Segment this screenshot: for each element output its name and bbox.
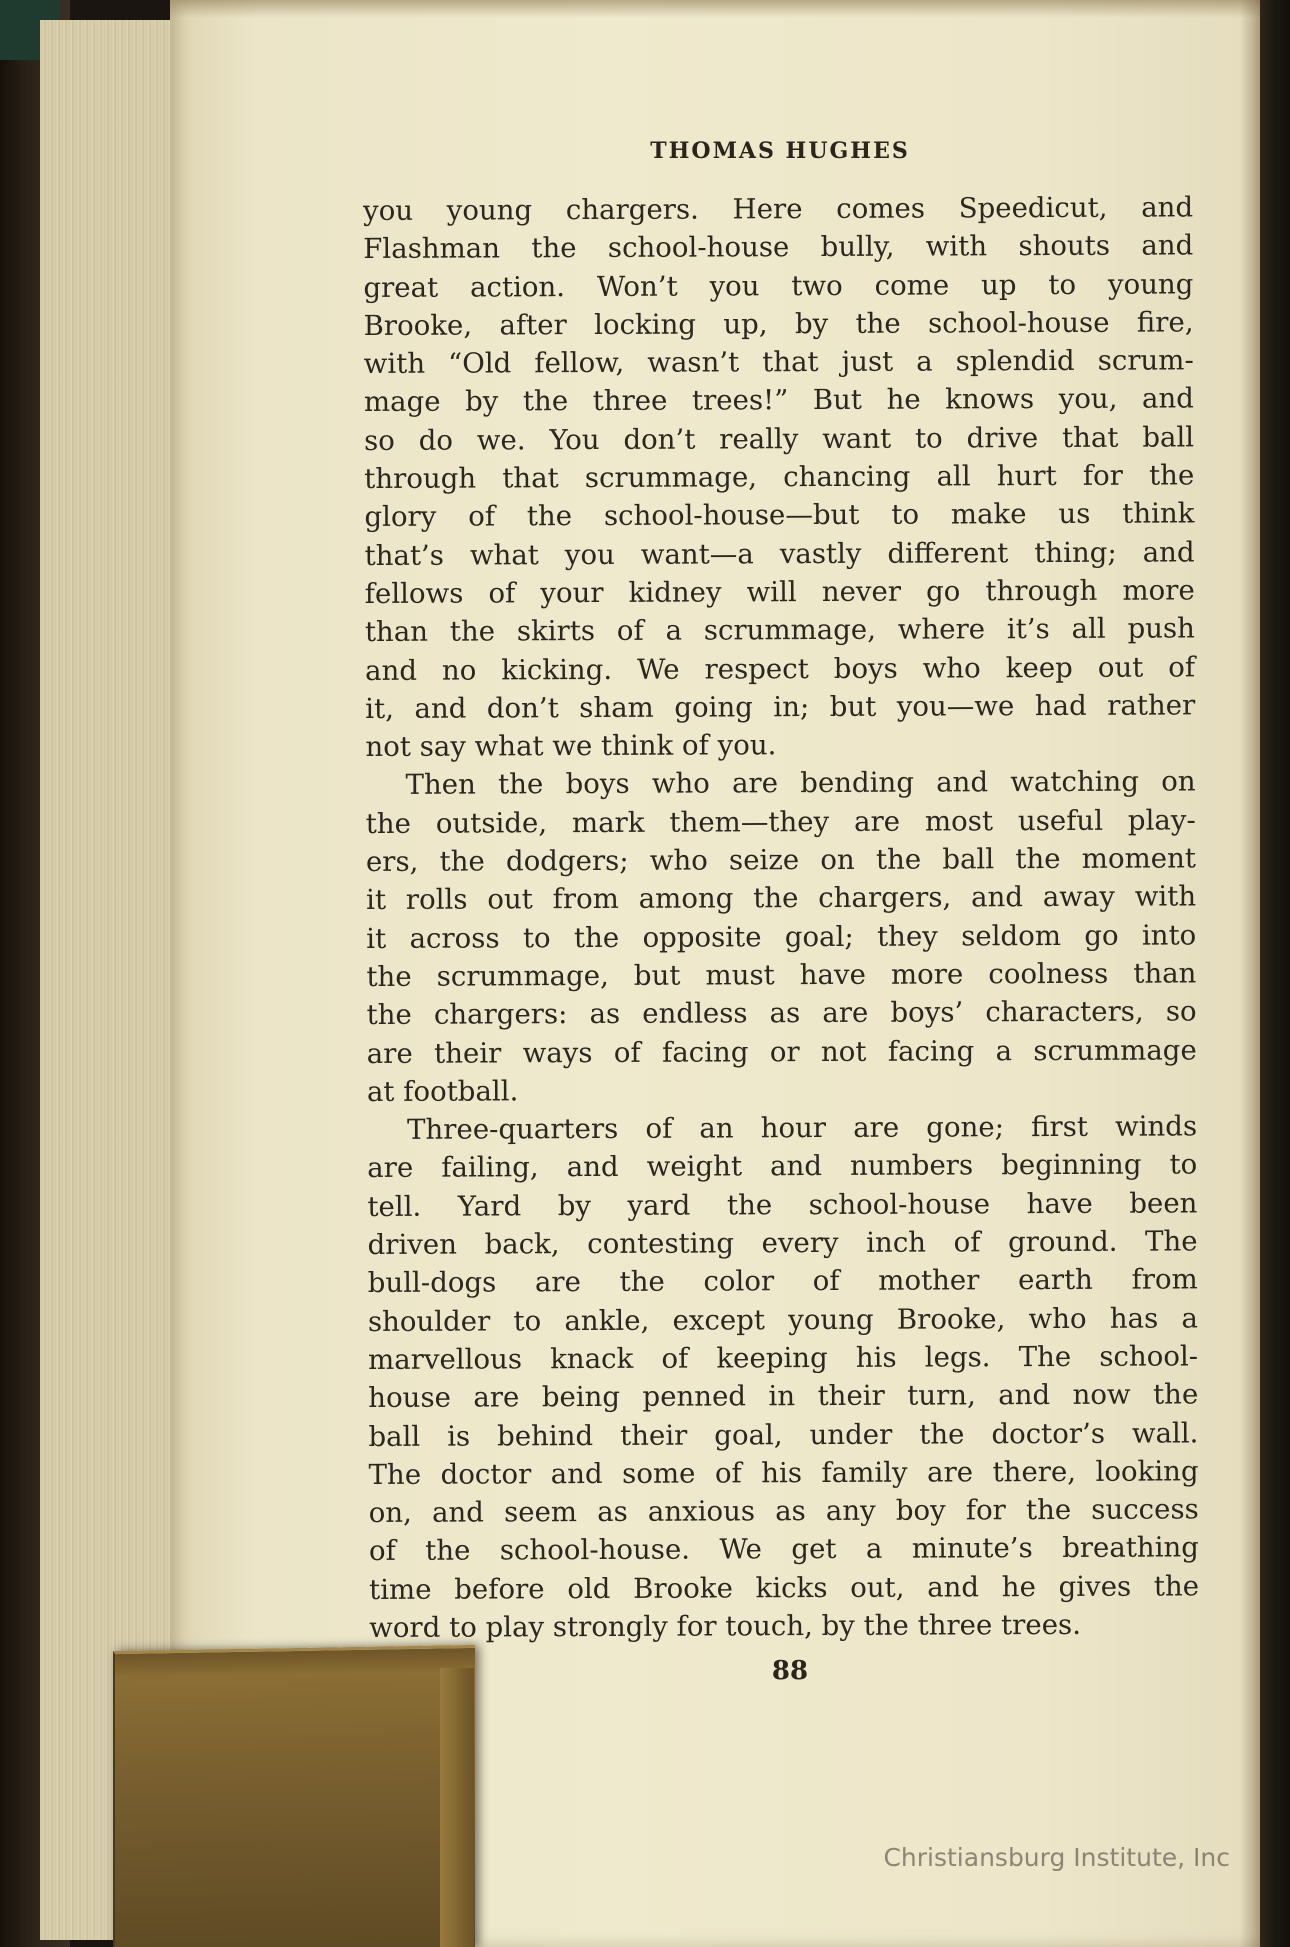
text-line: it across to the opposite goal; they seldom go into <box>366 918 1197 955</box>
text-line: are failing, and weight and numbers beginning to <box>367 1147 1198 1185</box>
text-line: The doctor and some of his family are there, looking <box>368 1454 1199 1491</box>
text-line: of the school-house. We get a minute’s breathing <box>368 1530 1199 1568</box>
paragraph <box>363 188 1195 766</box>
book-stand-block <box>113 1645 475 1947</box>
text-line: not say what we think of you. <box>365 728 777 764</box>
text-line: the outside, mark them—they are most useful play- <box>365 803 1196 840</box>
page-top-shadow <box>170 0 1260 18</box>
text-line: mage by the three trees!” But he knows you, and <box>363 381 1194 419</box>
text-line: the chargers: as endless as are boys’ characters, so <box>366 994 1197 1032</box>
page-gutter-shadow <box>1240 0 1260 1947</box>
text-line: on, and seem as anxious as any boy for the success <box>368 1492 1199 1530</box>
text-line: tell. Yard by yard the school-house have been <box>367 1186 1198 1223</box>
text-line: glory of the school-house—but to make us think <box>364 496 1195 534</box>
text-line: house are being penned in their turn, and now the <box>368 1377 1199 1415</box>
text-line: that’s what you want—a vastly different thing; and <box>364 535 1195 572</box>
text-line: marvellous knack of keeping his legs. The school- <box>368 1339 1199 1376</box>
running-head: THOMAS HUGHES <box>650 138 910 164</box>
book-stand-side <box>440 1668 474 1947</box>
text-line: bull-dogs are the color of mother earth from <box>367 1262 1198 1300</box>
body-text <box>363 188 1199 1647</box>
text-line: time before old Brooke kicks out, and he gives the <box>369 1569 1200 1606</box>
text-line: driven back, contesting every inch of ground. The <box>367 1224 1198 1262</box>
text-line: ball is behind their goal, under the doctor’s wall. <box>368 1415 1199 1453</box>
text-line: great action. Won’t you two come up to young <box>363 266 1194 304</box>
text-line: it rolls out from among the chargers, and away with <box>366 879 1197 917</box>
text-line: are their ways of facing or not facing a scrummage <box>366 1032 1197 1070</box>
paragraph <box>367 1107 1199 1647</box>
text-line: Then the boys who are bending and watching on <box>405 764 1196 802</box>
paragraph <box>366 763 1197 1111</box>
text-line: it, and don’t sham going in; but you—we had rather <box>365 688 1196 725</box>
text-line: than the skirts of a scrummage, where it’s all push <box>364 611 1195 649</box>
text-line: with “Old fellow, wasn’t that just a splendid scrum- <box>363 343 1194 381</box>
page-number: 88 <box>771 1656 809 1686</box>
text-line: through that scrummage, chancing all hurt for the <box>364 458 1195 496</box>
text-line: the scrummage, but must have more coolness than <box>366 956 1197 993</box>
text-line: Flashman the school-house bully, with shouts and <box>363 228 1194 266</box>
text-line: and no kicking. We respect boys who keep out of <box>365 649 1196 687</box>
watermark: Christiansburg Institute, Inc <box>883 1843 1230 1872</box>
text-line: Three-quarters of an hour are gone; first winds <box>407 1109 1198 1146</box>
text-line: ers, the dodgers; who seize on the ball the moment <box>365 841 1196 879</box>
text-line: shoulder to ankle, except young Brooke, who has a <box>367 1300 1198 1338</box>
text-line: so do we. You don’t really want to drive that ball <box>364 420 1195 457</box>
text-line: fellows of your kidney will never go through more <box>364 573 1195 610</box>
text-line: you young chargers. Here comes Speedicut, and <box>363 190 1194 227</box>
text-line: Brooke, after locking up, by the school-house fire, <box>363 305 1194 342</box>
text-line: word to play strongly for touch, by the three trees. <box>369 1607 1082 1644</box>
text-line: at football. <box>366 1074 519 1108</box>
